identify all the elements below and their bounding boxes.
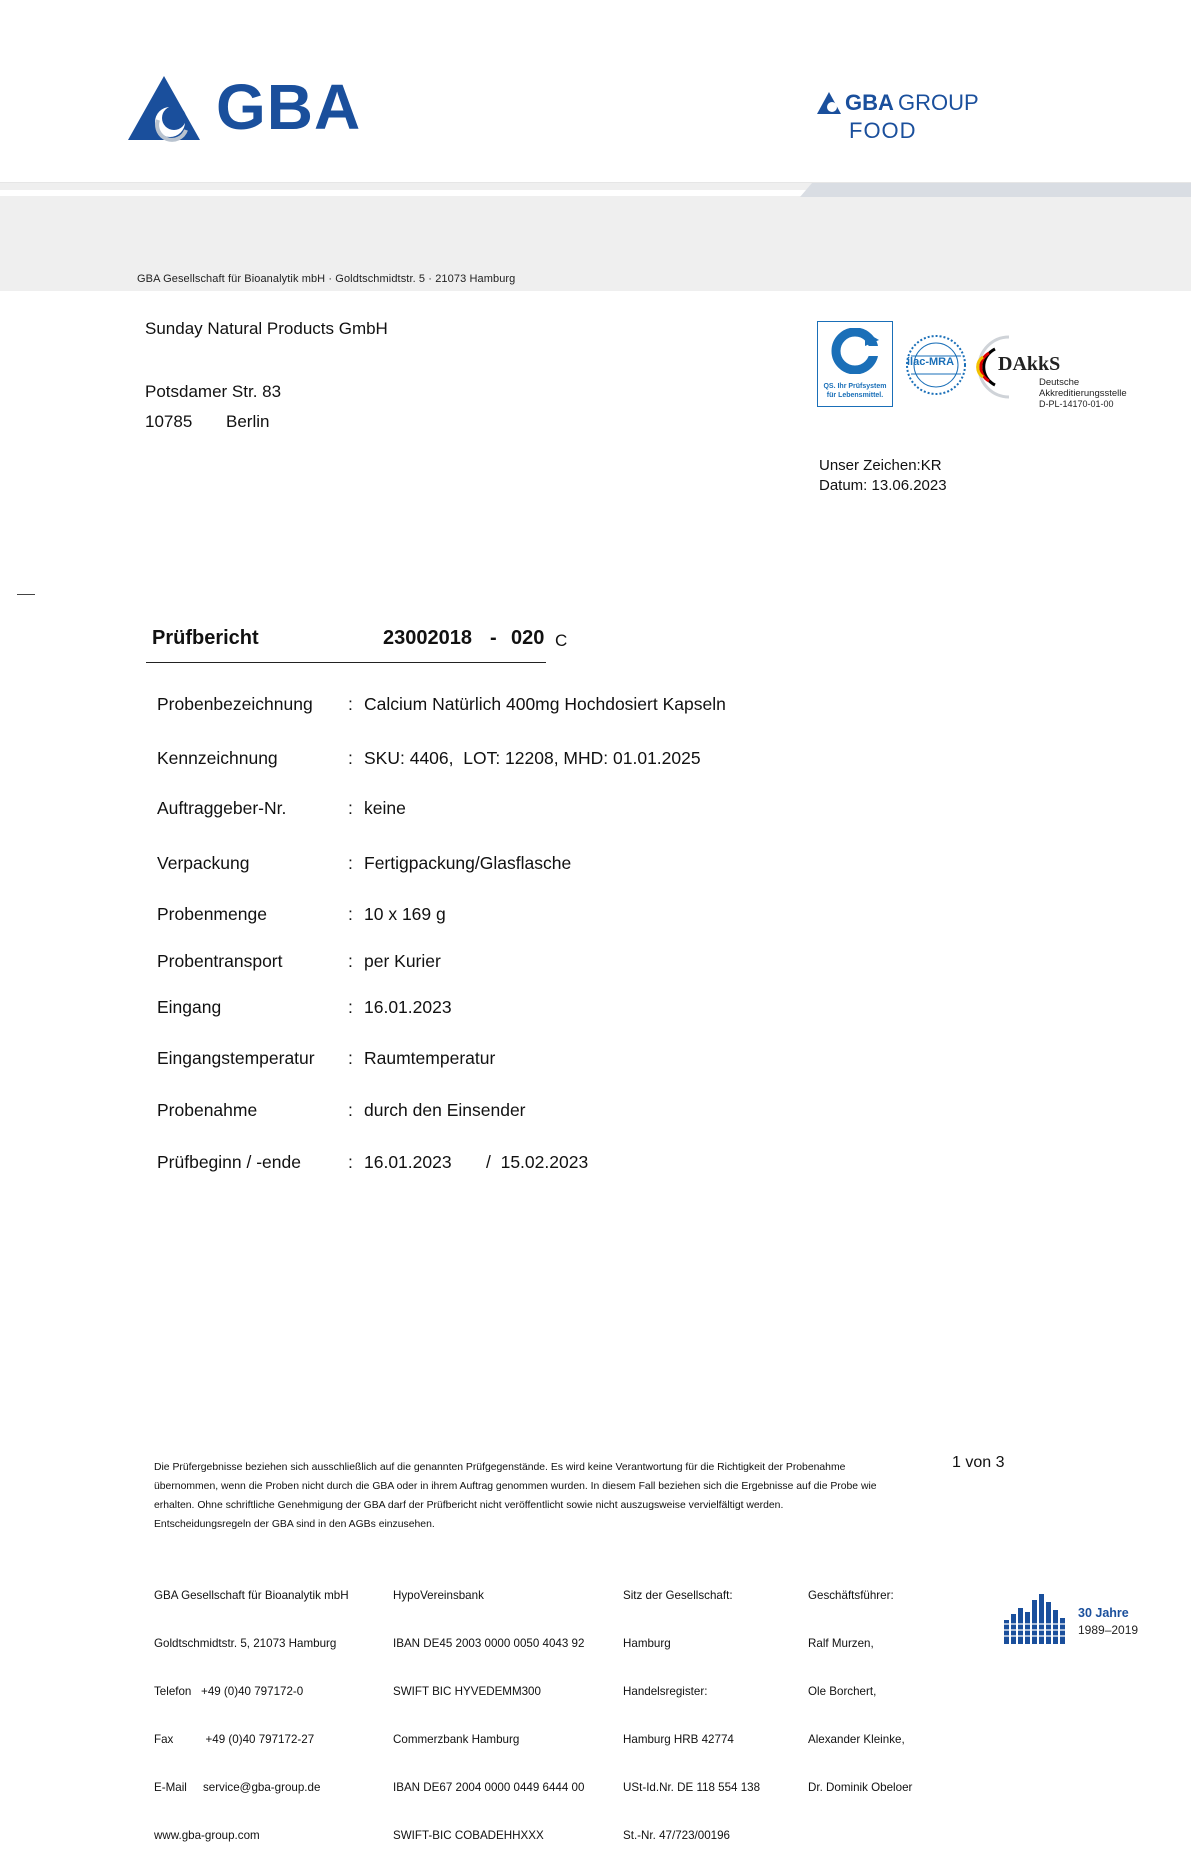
footer-line: Geschäftsführer: bbox=[808, 1589, 894, 1602]
report-dash: - bbox=[490, 627, 497, 649]
gba-group-food-logo bbox=[815, 90, 995, 146]
field-value: Calcium Natürlich 400mg Hochdosiert Kapseln bbox=[364, 694, 726, 714]
field-label: Prüfbeginn / -ende bbox=[157, 1152, 301, 1172]
footer-line: Ralf Murzen, bbox=[808, 1637, 874, 1650]
reference-zeichen: Unser Zeichen:KR bbox=[819, 457, 942, 474]
footer-line: SWIFT BIC HYVEDEMM300 bbox=[393, 1685, 541, 1698]
header-band-accent bbox=[800, 183, 1191, 197]
recipient-city: Berlin bbox=[226, 412, 270, 431]
jubilee-logo bbox=[1002, 1590, 1152, 1646]
footer-line: IBAN DE45 2003 0000 0050 4043 92 bbox=[393, 1637, 585, 1650]
footer-line: Telefon +49 (0)40 797172-0 bbox=[154, 1685, 304, 1698]
field-label: Eingangstemperatur bbox=[157, 1048, 315, 1068]
footer-company bbox=[154, 1556, 349, 1860]
footer-line: E-Mail service@gba-group.de bbox=[154, 1781, 321, 1794]
ilac-mra-logo bbox=[905, 334, 967, 396]
field-colon: : bbox=[348, 1100, 353, 1120]
recipient-company: Sunday Natural Products GmbH bbox=[145, 319, 388, 338]
jubilee-bars-icon bbox=[1002, 1590, 1074, 1646]
field-label: Probenmenge bbox=[157, 904, 267, 924]
field-label: Eingang bbox=[157, 997, 222, 1017]
field-label: Verpackung bbox=[157, 853, 250, 873]
footer-line: HypoVereinsbank bbox=[393, 1589, 484, 1602]
footer-line: Dr. Dominik Obeloer bbox=[808, 1781, 913, 1794]
footer-line: Alexander Kleinke, bbox=[808, 1733, 905, 1746]
group-word: GROUP bbox=[898, 90, 979, 115]
recipient-zip: 10785 bbox=[145, 412, 193, 431]
report-title: Prüfbericht bbox=[152, 627, 259, 649]
jubilee-years: 1989–2019 bbox=[1078, 1623, 1139, 1637]
footer-line: St.-Nr. 47/723/00196 bbox=[623, 1829, 730, 1842]
field-colon: : bbox=[348, 694, 353, 714]
field-colon: : bbox=[348, 951, 353, 971]
sender-line: GBA Gesellschaft für Bioanalytik mbH · Goldtschmidtstr. 5 · 21073 Hamburg bbox=[137, 273, 516, 285]
footer-line: Ole Borchert, bbox=[808, 1685, 877, 1698]
footer-line: GBA Gesellschaft für Bioanalytik mbH bbox=[154, 1589, 349, 1602]
field-label: Probenbezeichnung bbox=[157, 694, 313, 714]
field-colon: : bbox=[348, 1048, 353, 1068]
qs-logo bbox=[817, 321, 893, 407]
field-value: durch den Einsender bbox=[364, 1100, 526, 1120]
field-colon: : bbox=[348, 853, 353, 873]
group-brand: GBA bbox=[845, 90, 894, 115]
footer-line: www.gba-group.com bbox=[154, 1829, 260, 1842]
field-value: 10 x 169 g bbox=[364, 904, 446, 924]
footer-registry bbox=[623, 1556, 760, 1860]
qs-arrow-icon bbox=[825, 328, 885, 374]
gba-logo bbox=[128, 71, 378, 144]
field-value: per Kurier bbox=[364, 951, 441, 971]
ilac-text: ilac-MRA bbox=[907, 356, 955, 368]
field-label: Probentransport bbox=[157, 951, 283, 971]
field-colon: : bbox=[348, 1152, 353, 1172]
group-division: FOOD bbox=[849, 118, 917, 143]
footer-line: USt-Id.Nr. DE 118 554 138 bbox=[623, 1781, 761, 1794]
field-label: Auftraggeber-Nr. bbox=[157, 798, 287, 818]
footer-line: Sitz der Gesellschaft: bbox=[623, 1589, 733, 1602]
footer-line: Handelsregister: bbox=[623, 1685, 708, 1698]
report-number: 23002018 bbox=[383, 627, 472, 649]
field-value-end: / 15.02.2023 bbox=[486, 1152, 589, 1172]
field-colon: : bbox=[348, 798, 353, 818]
page-info: 1 von 3 bbox=[952, 1454, 1005, 1471]
jubilee-title: 30 Jahre bbox=[1078, 1606, 1129, 1620]
disclaimer-line: Entscheidungsregeln der GBA sind in den AGBs einzusehen. bbox=[154, 1519, 435, 1530]
field-value: Fertigpackung/Glasflasche bbox=[364, 853, 572, 873]
field-colon: : bbox=[348, 997, 353, 1017]
qs-caption: QS. Ihr Prüfsystem für Lebensmittel. bbox=[823, 383, 887, 399]
footer-line: SWIFT-BIC COBADEHHXXX bbox=[393, 1829, 544, 1842]
footer-line: Hamburg bbox=[623, 1637, 671, 1650]
fold-mark bbox=[17, 594, 35, 595]
dakks-logo bbox=[975, 333, 1135, 409]
dakks-id: D-PL-14170-01-00 bbox=[1039, 399, 1114, 409]
field-value: 16.01.2023 bbox=[364, 1152, 452, 1172]
recipient-street: Potsdamer Str. 83 bbox=[145, 382, 282, 401]
footer-line: IBAN DE67 2004 0000 0449 6444 00 bbox=[393, 1781, 585, 1794]
footer-line: Fax +49 (0)40 797172-27 bbox=[154, 1733, 315, 1746]
field-colon: : bbox=[348, 904, 353, 924]
dakks-sub1: Deutsche bbox=[1039, 377, 1080, 388]
field-colon: : bbox=[348, 748, 353, 768]
disclaimer bbox=[154, 1458, 914, 1534]
footer-bank bbox=[393, 1556, 584, 1860]
report-suffix: 020 bbox=[511, 627, 545, 649]
disclaimer-line: übernommen, wenn die Proben nicht durch die GBA oder in ihrem Auftrag genommen wurden. In diesem Fall beziehen sich die Ergebnisse auf die Probe wie bbox=[154, 1481, 877, 1492]
dakks-sub2: Akkreditierungsstelle bbox=[1039, 388, 1127, 399]
disclaimer-line: Die Prüfergebnisse beziehen sich ausschließlich auf die genannten Prüfgegenstände. Es wird keine Verantwortung für die Richtigkeit der Probenahme bbox=[154, 1462, 846, 1473]
footer-line: Goldtschmidtstr. 5, 21073 Hamburg bbox=[154, 1637, 337, 1650]
field-value: 16.01.2023 bbox=[364, 997, 452, 1017]
field-value: Raumtemperatur bbox=[364, 1048, 496, 1068]
footer-line: Commerzbank Hamburg bbox=[393, 1733, 520, 1746]
disclaimer-line: erhalten. Ohne schriftliche Genehmigung der GBA darf der Prüfbericht nicht veröffentlicht sowie nicht auszugsweise vervielfältigt werden. bbox=[154, 1500, 784, 1511]
field-value: keine bbox=[364, 798, 406, 818]
field-label: Probenahme bbox=[157, 1100, 258, 1120]
dakks-title: DAkkS bbox=[998, 353, 1061, 375]
field-value: SKU: 4406, LOT: 12208, MHD: 01.01.2025 bbox=[364, 748, 701, 768]
field-label: Kennzeichnung bbox=[157, 748, 278, 768]
gba-logo-text: GBA bbox=[216, 71, 362, 143]
footer-line: Hamburg HRB 42774 bbox=[623, 1733, 734, 1746]
footer-management bbox=[808, 1556, 912, 1812]
report-revision: C bbox=[555, 631, 568, 650]
reference-datum: Datum: 13.06.2023 bbox=[819, 477, 947, 494]
gba-group-triangle-icon bbox=[817, 92, 843, 114]
